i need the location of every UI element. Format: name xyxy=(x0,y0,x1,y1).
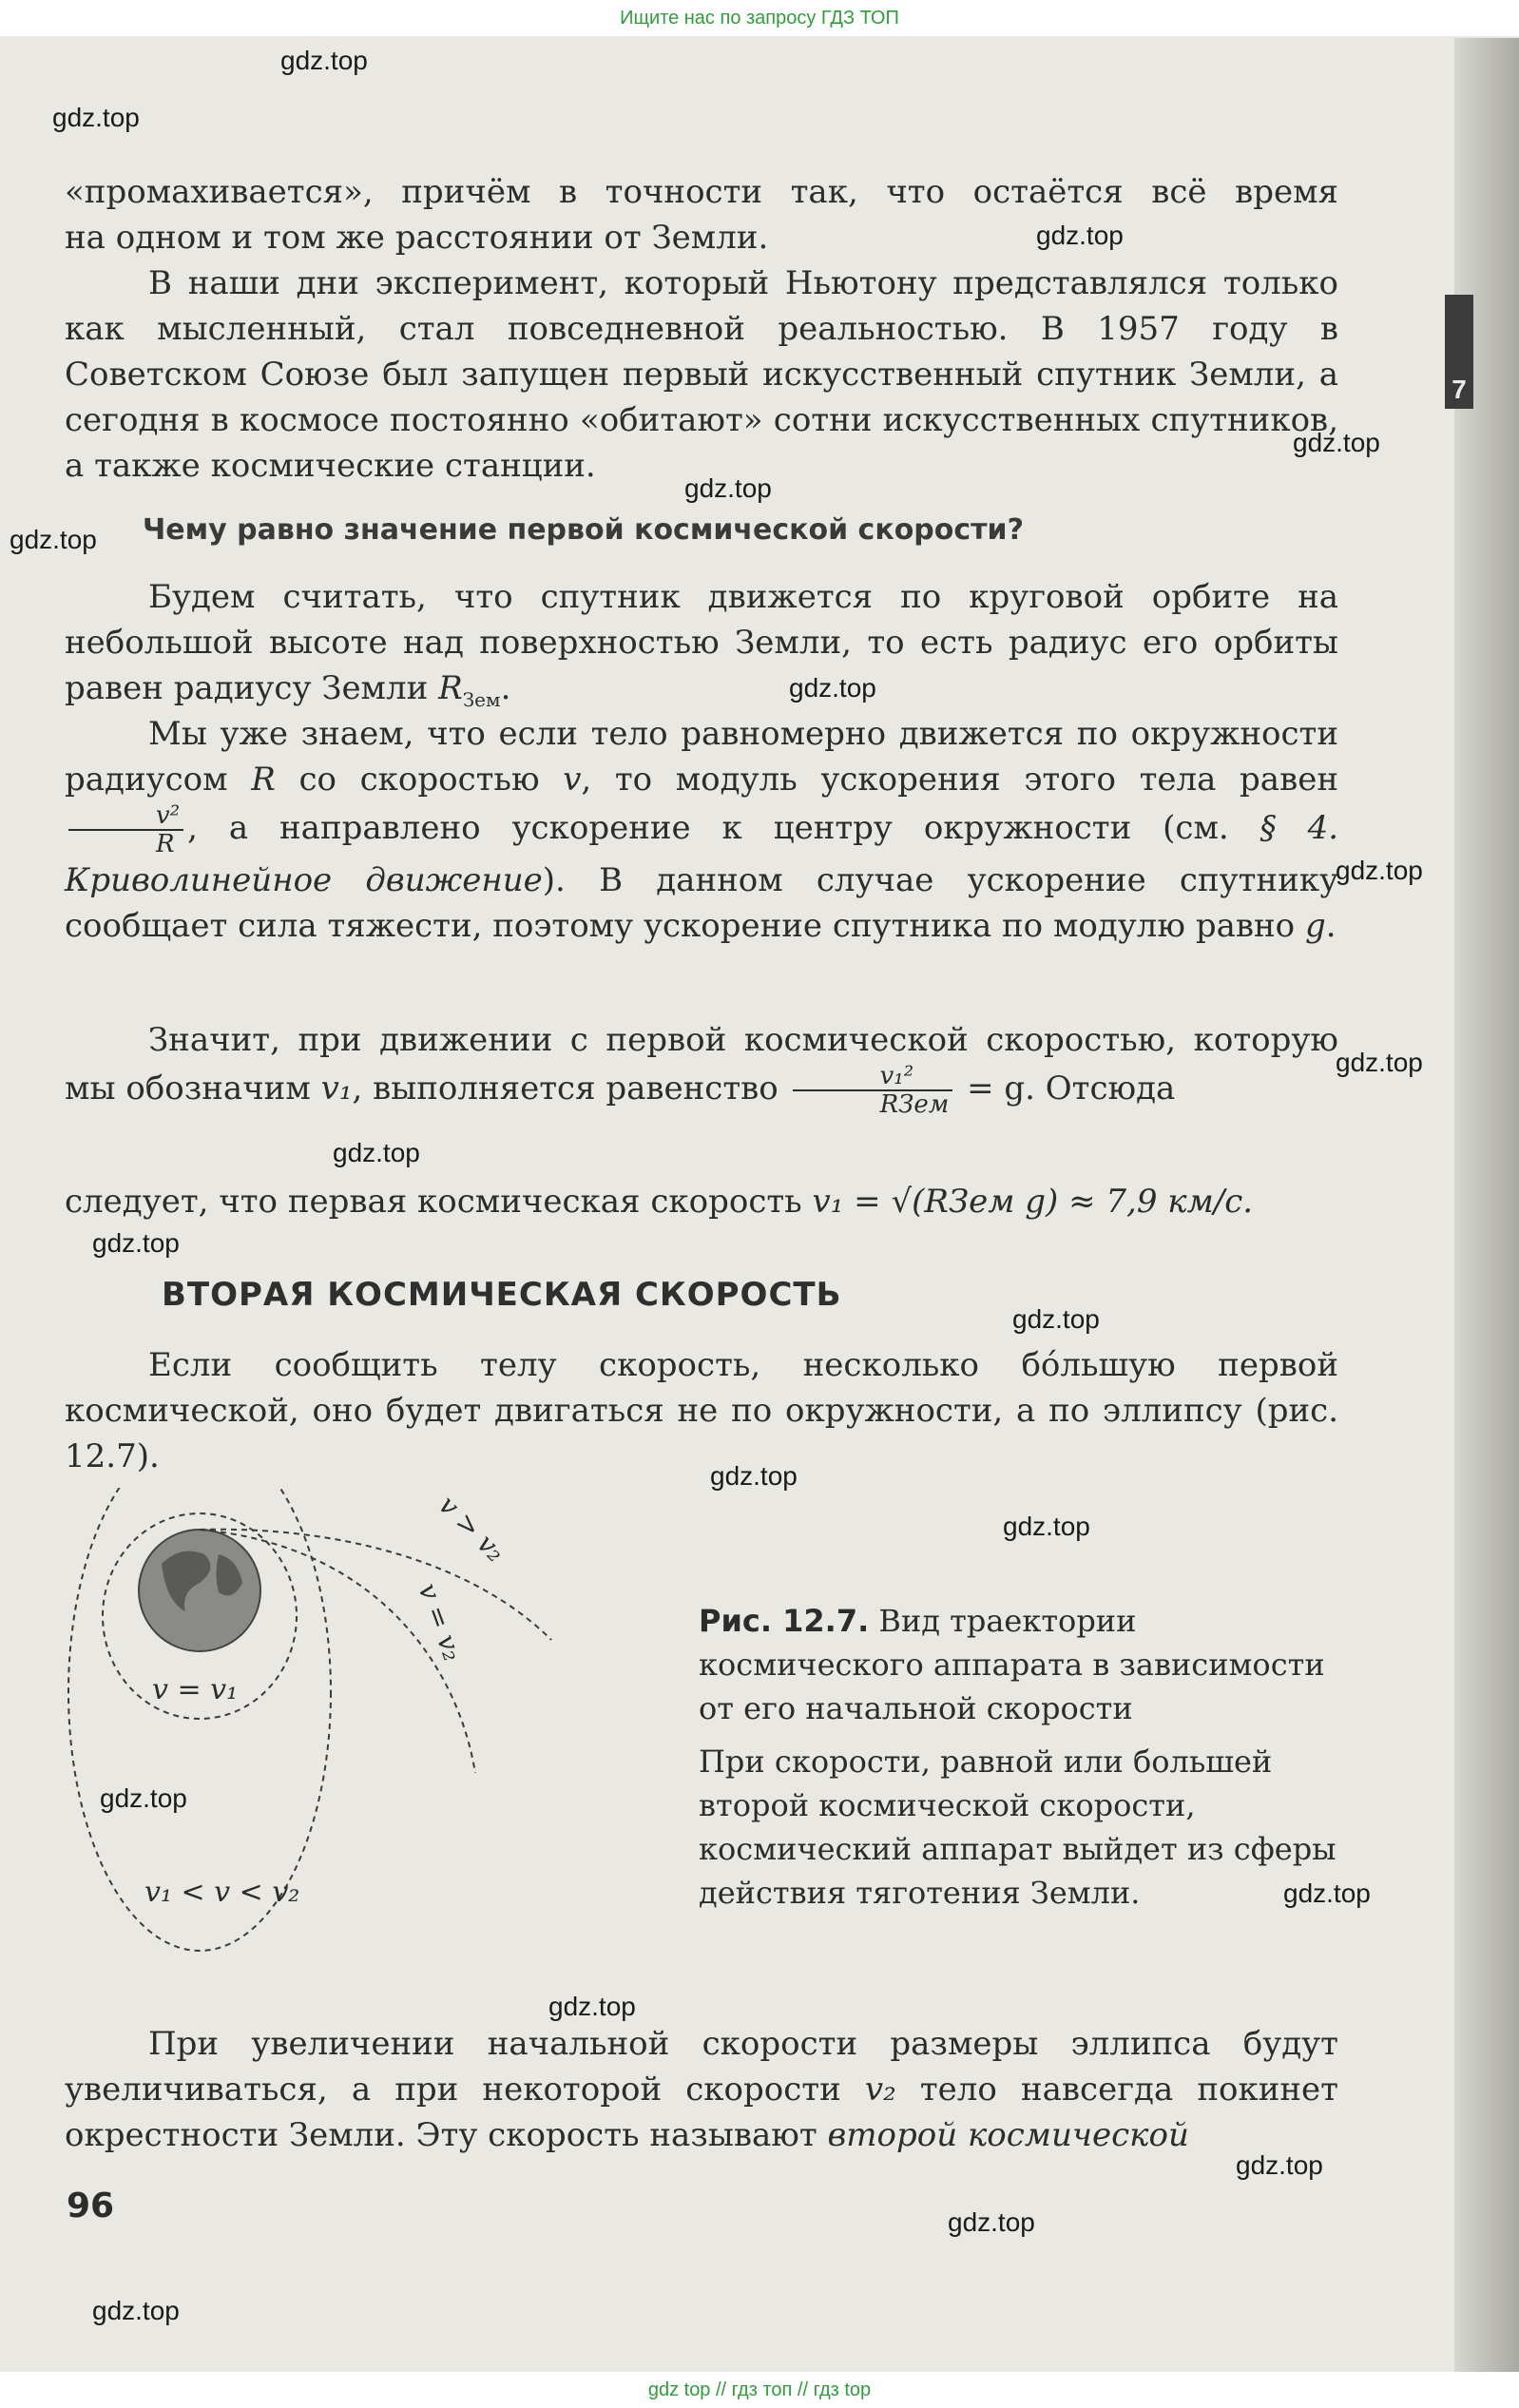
paragraph-text: Значит, при движении с первой космической скоростью, которую мы обозначим xyxy=(65,1021,1338,1108)
paragraph-text: = g. Отсюда xyxy=(967,1069,1176,1108)
symbol: R xyxy=(251,761,276,799)
watermark: gdz.top xyxy=(1012,1304,1100,1334)
symbol: R xyxy=(438,669,463,707)
paragraph xyxy=(65,2021,1338,2158)
fraction: $\frac{\text{v₁²}}{\text{RЗем}}$ xyxy=(793,1063,953,1118)
watermark: gdz.top xyxy=(10,525,97,554)
paragraph: Мы уже знаем, что если тело равномерно движется по окружности радиусом R со скоростью v, то модуль ускорения этого тела равен $\frac{\text{v²}}{R}$ , а направлено ускорение к центру окружности (см. § 4. Криволинейное движение). В данном случае ускорение спутнику сообщает сила тяжести, поэтому ускорение спутника по модулю равно g. xyxy=(65,715,1339,945)
watermark: gdz.top xyxy=(710,1461,798,1491)
caption-title: Рис. 12.7. xyxy=(699,1603,870,1639)
watermark: gdz.top xyxy=(1293,428,1380,457)
watermark: gdz.top xyxy=(1336,856,1423,885)
orbit-figure xyxy=(57,1488,665,2020)
formula-line xyxy=(65,1179,1338,1224)
symbol: v₁ xyxy=(320,1069,353,1108)
symbol: g xyxy=(1304,907,1326,945)
paragraph-line: «промахивается», причём в точности так, что остаётся всё время xyxy=(65,173,1338,211)
emphasis: второй космической xyxy=(827,2116,1189,2154)
watermark: gdz.top xyxy=(948,2207,1035,2237)
label-circular: v = v₁ xyxy=(152,1673,239,1706)
watermark: gdz.top xyxy=(1036,221,1124,250)
symbol: v xyxy=(563,761,582,799)
subscript: Зем xyxy=(462,687,501,711)
watermark: gdz.top xyxy=(1236,2150,1323,2180)
paragraph-text: , то модуль ускорения этого тела xyxy=(581,761,1217,799)
watermark: gdz.top xyxy=(52,103,140,132)
earth-globe xyxy=(139,1530,260,1651)
paragraph-text: Будем считать, что спутник движется по круговой орбите на небольшой высоте над поверхностью Земли, то есть радиус его орбиты равен радиусу Земли xyxy=(65,578,1338,707)
watermark: gdz.top xyxy=(1003,1512,1090,1541)
paragraph-text: тело навсегда покинет окрестности Земли. Эту скорость называют xyxy=(65,2071,1338,2154)
chapter-tab: 7 xyxy=(1445,295,1473,409)
figure-caption xyxy=(699,1599,1345,1730)
watermark: gdz.top xyxy=(280,46,368,75)
bottom-banner[interactable]: gdz top // гдз топ // гдз top xyxy=(0,2372,1519,2408)
label-second-speed: v = v₂ xyxy=(412,1579,470,1666)
paragraph: Если сообщить телу скорость, несколько бо́льшую первой космической, оно будет двигаться не по окружности, а по эллипсу (рис. 12.7). xyxy=(65,1346,1338,1475)
caption-text: Вид траектории космического аппарата в зависимости от его начальной скорости xyxy=(699,1603,1325,1726)
watermark: gdz.top xyxy=(789,673,876,703)
section-heading: ВТОРАЯ КОСМИЧЕСКАЯ СКОРОСТЬ xyxy=(162,1276,842,1314)
section-heading: Чему равно значение первой космической скорости? xyxy=(143,513,1024,547)
symbol: v₂ xyxy=(864,2071,896,2109)
paragraph-text: следует, что первая космическая скорость xyxy=(65,1183,802,1221)
watermark: gdz.top xyxy=(684,473,772,503)
fraction: $\frac{\text{v²}}{R}$ xyxy=(68,802,183,857)
watermark: gdz.top xyxy=(92,1228,180,1258)
paragraph-text: со скоростью xyxy=(298,761,540,799)
watermark: gdz.top xyxy=(92,2296,180,2325)
paragraph: В наши дни эксперимент, который Ньютону представлялся только как мысленный, стал повседневной реальностью. В 1957 году в Советском Союзе был запущен первый искусственный спутник Земли, а сегодня в космосе постоянно «обитают» сотни искусственных спутников, а также космические станции. xyxy=(65,264,1338,485)
paragraph-text: , а направлено ускорение к центру окружности (см. xyxy=(187,809,1229,847)
page-number: 96 xyxy=(67,2186,115,2225)
top-banner[interactable]: Ищите нас по запросу ГДЗ ТОП xyxy=(0,0,1519,36)
formula: v₁ = √(RЗем g) ≈ 7,9 км/с. xyxy=(812,1183,1254,1221)
label-greater-speed: v > v₂ xyxy=(433,1489,511,1569)
watermark: gdz.top xyxy=(100,1783,187,1813)
paragraph-text: Мы уже знаем, что если тело равномерно движется по окружности радиусом xyxy=(65,715,1338,799)
paragraph: Будем считать, что спутник движется по круговой орбите на небольшой высоте над поверхностью Земли, то есть радиус его орбиты равен радиусу Земли $R_{Зем}$. xyxy=(65,578,1338,711)
label-elliptic: v₁ < v < v₂ xyxy=(144,1876,300,1909)
watermark: gdz.top xyxy=(333,1138,420,1167)
paragraph-text: ). В данном случае ускорение спутнику сообщает сила тяжести, поэтому ускорение спутника по модулю равно xyxy=(65,861,1338,945)
paragraph-text: При увеличении начальной скорости размеры эллипса будут увеличиваться, а при некоторой скорости xyxy=(65,2025,1338,2109)
reference-link: § 4. Криволинейное движение xyxy=(65,809,1339,899)
paragraph xyxy=(65,1017,1338,1118)
paragraph-line: на одном и том же расстоянии от Земли. xyxy=(65,219,769,257)
paragraph-text: равен xyxy=(1240,761,1338,799)
figure-note: При скорости, равной или большей второй космической скорости, космический аппарат выйдет из сферы действия тяготения Земли. xyxy=(699,1743,1336,1911)
watermark: gdz.top xyxy=(548,1992,636,2021)
paragraph-text: , выполняется равенство xyxy=(352,1069,779,1108)
watermark: gdz.top xyxy=(1336,1048,1423,1077)
watermark: gdz.top xyxy=(1283,1878,1371,1908)
